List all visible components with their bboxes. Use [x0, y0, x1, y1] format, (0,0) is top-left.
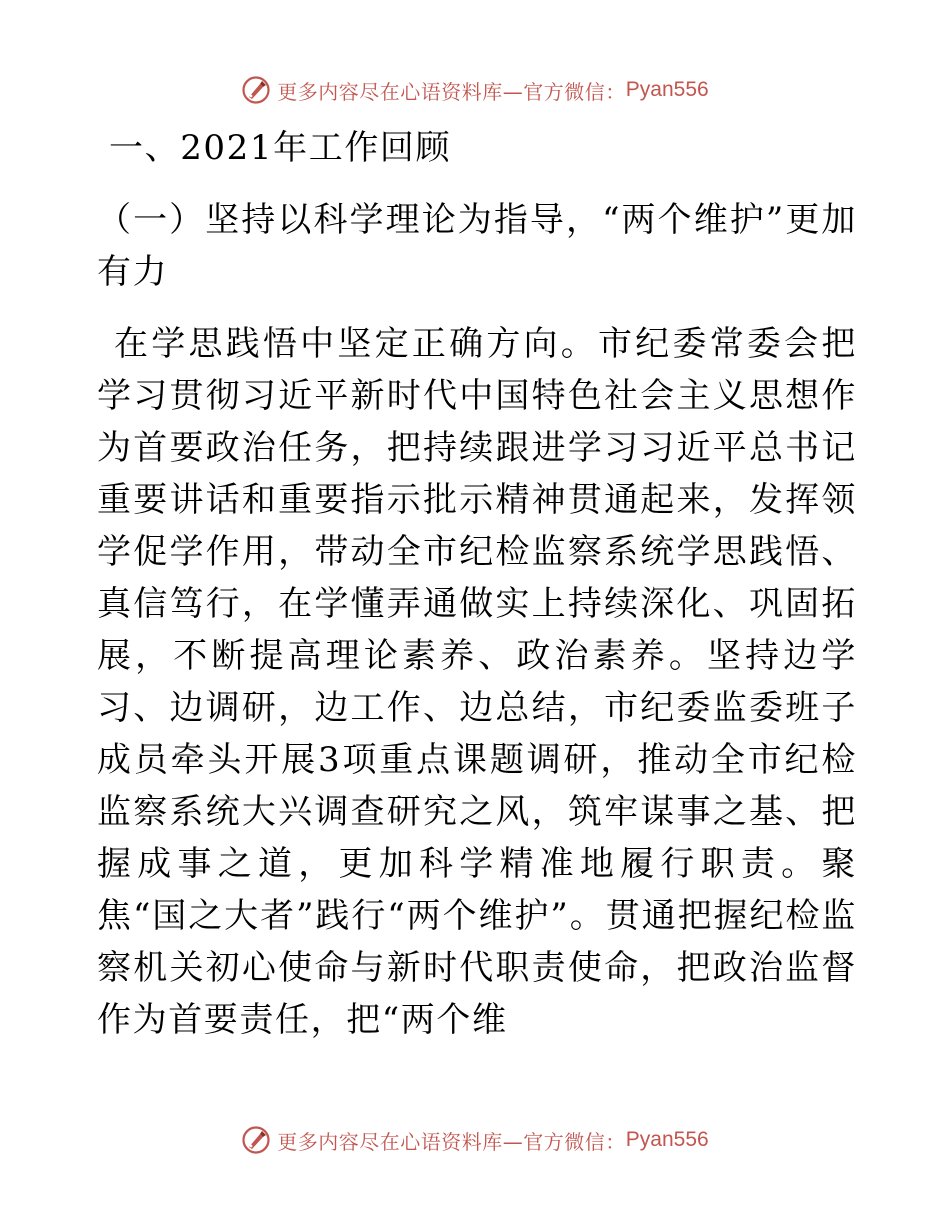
watermark-wechat-id: Pyan556 — [625, 1128, 709, 1151]
watermark-text: 更多内容尽在心语资料库—官方微信： — [277, 79, 626, 104]
pen-logo-icon — [241, 1125, 271, 1155]
watermark-text: 更多内容尽在心语资料库—官方微信： — [277, 1129, 626, 1154]
body-paragraph: 在学思践悟中坚定正确方向。市纪委常委会把学习贯彻习近平新时代中国特色社会主义思想作为首要政治任务，把持续跟进学习习近平总书记重要讲话和重要指示批示精神贯通起来，发挥领学促学作用，带动全市纪检监察系统学思践悟、真信笃行，在学懂弄通做实上持续深化、巩固拓展，不断提高理论素养、政治素养。坚持边学习、边调研，边工作、边总结，市纪委监委班子成员牵头开展3项重点课题调研，推动全市纪检监察系统大兴调查研究之风，筑牢谋事之基、把握成事之道，更加科学精准地履行职责。聚焦“国之大者”践行“两个维护”。贯通把握纪检监察机关初心使命与新时代职责使命，把政治监督作为首要责任，把“两个维 — [97, 324, 857, 1040]
section-heading: 一、2021年工作回顾 — [109, 128, 452, 168]
watermark-banner-top — [0, 70, 950, 110]
document-body — [97, 122, 857, 1046]
watermark-wechat-id: Pyan556 — [625, 78, 709, 101]
watermark-banner-bottom — [0, 1120, 950, 1160]
subsection-heading: （一）坚持以科学理论为指导，“两个维护”更加有力 — [97, 200, 857, 292]
pen-logo-icon — [241, 75, 271, 105]
